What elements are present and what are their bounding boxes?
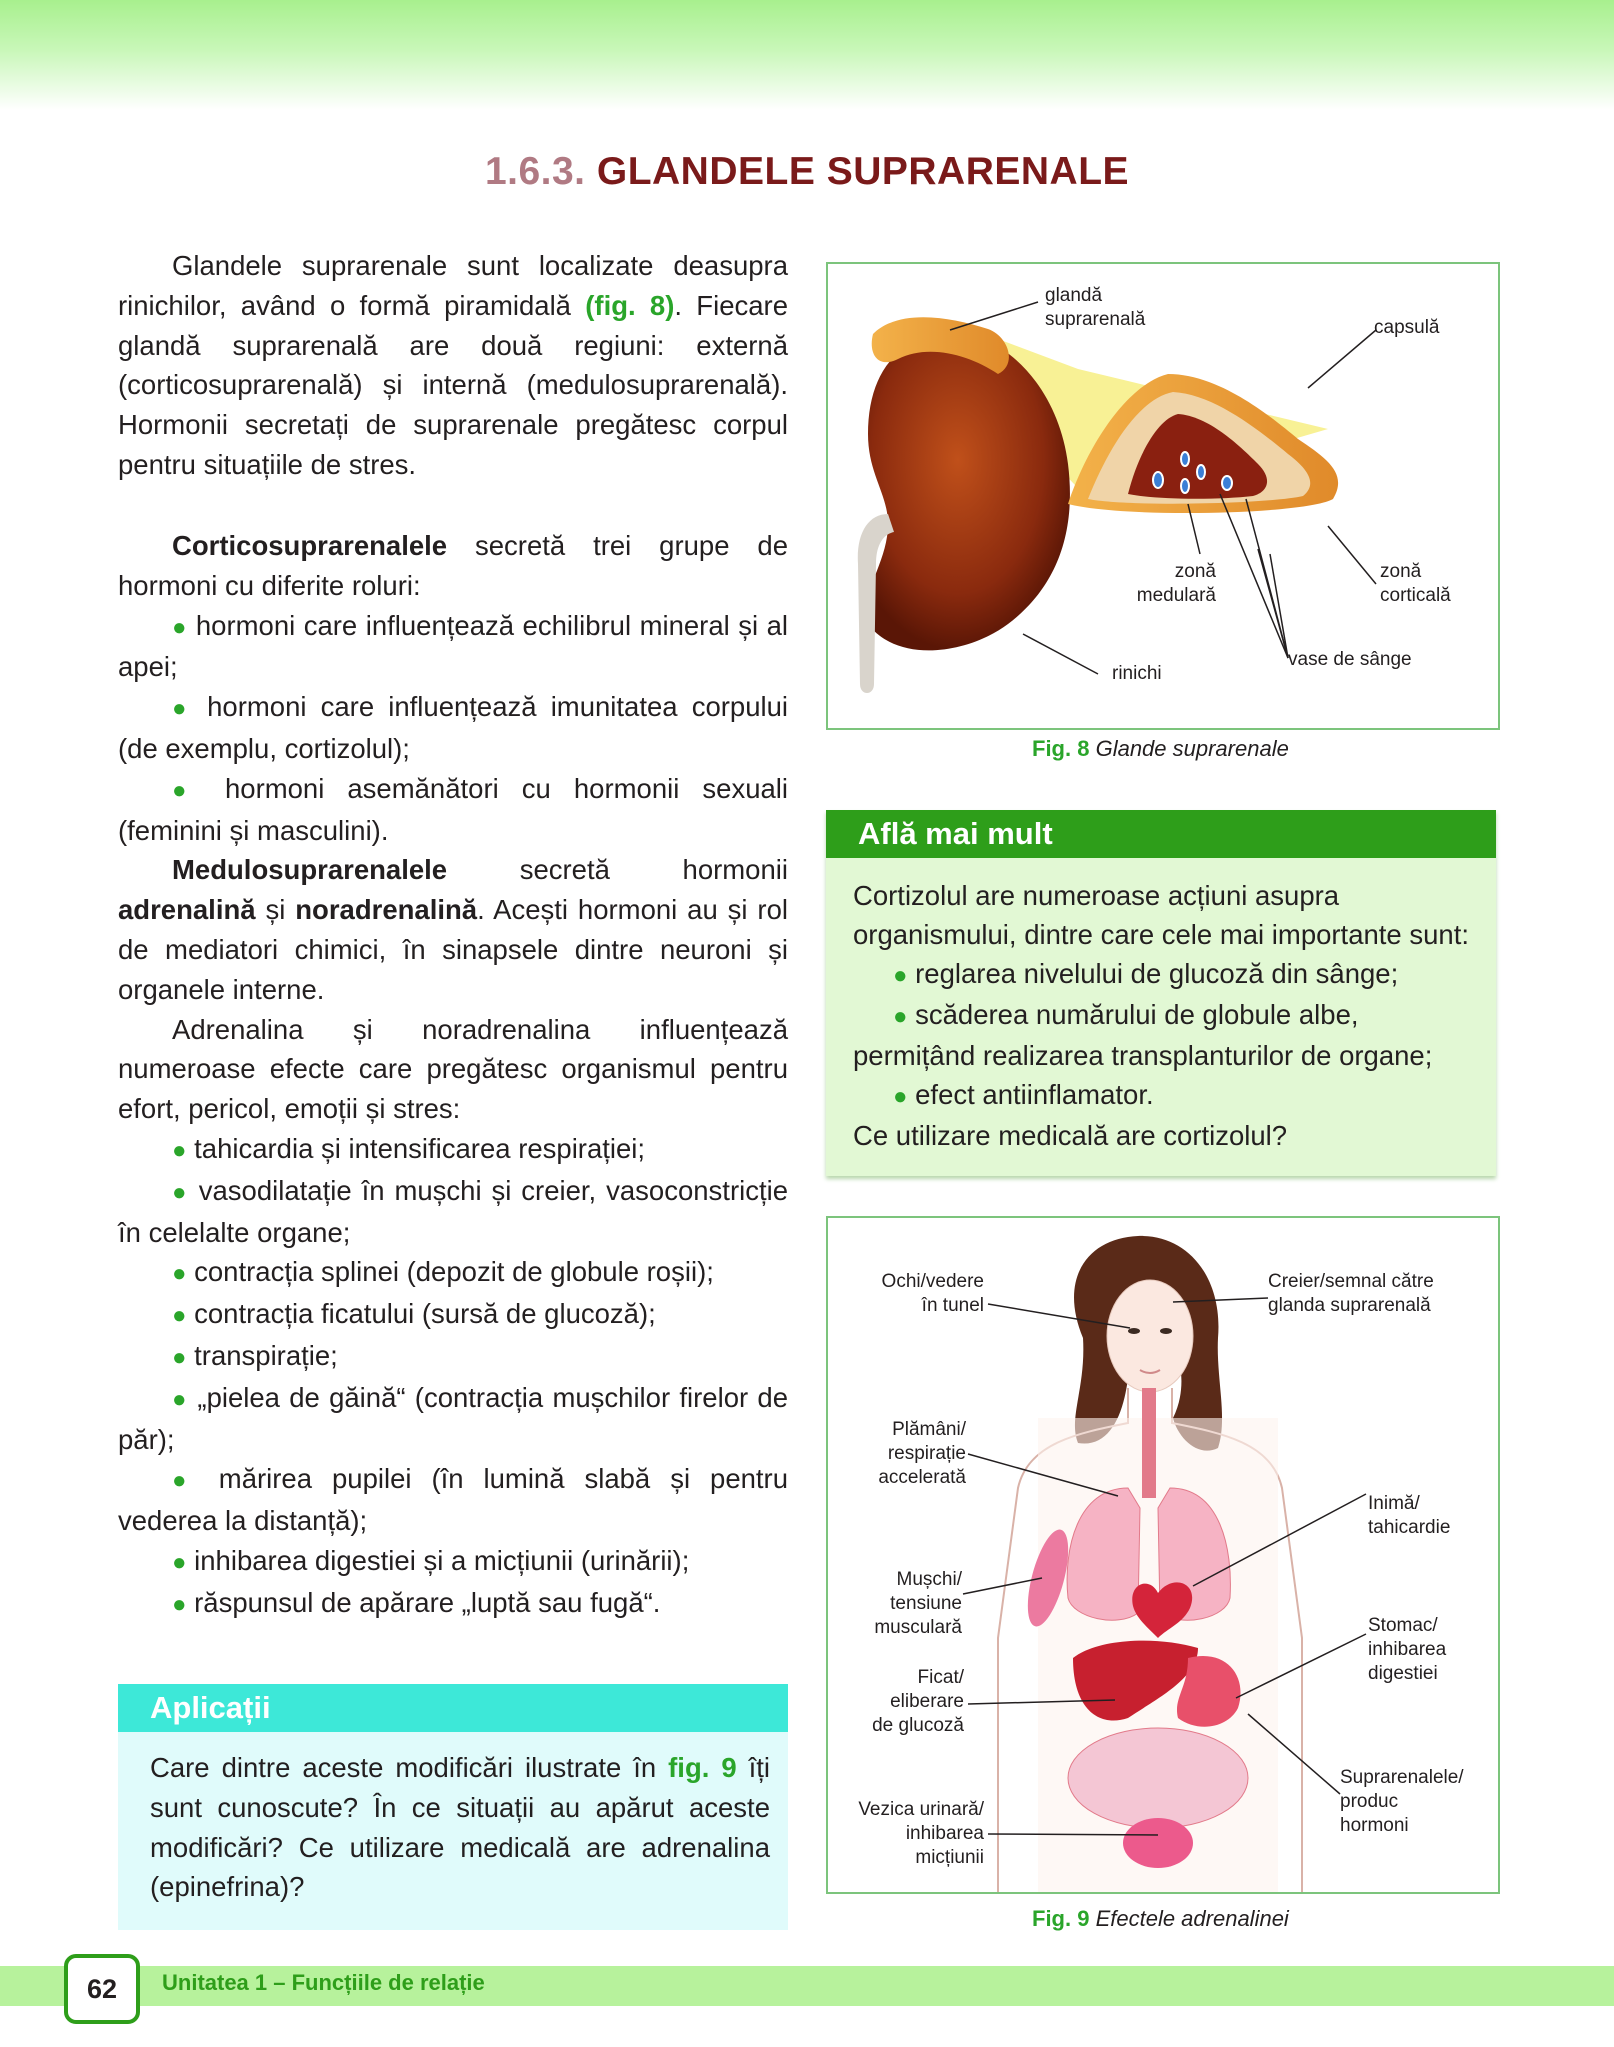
- fig8-illustration: [826, 262, 1500, 730]
- page-title: [0, 150, 1614, 194]
- label-lungs: Plămâni/ respirație accelerată: [878, 1419, 966, 1488]
- label-muscle: Mușchi/ tensiune musculară: [874, 1569, 962, 1638]
- list-item: ● hormoni care influențează echilibrul mineral și al apei;: [118, 609, 789, 683]
- fig9-caption-num: Fig. 9: [1032, 1906, 1090, 1931]
- list-item: ● „pielea de găină“ (contracția mușchilor firelor de păr);: [118, 1381, 788, 1455]
- list-item: ● hormoni asemănători cu hormonii sexuali (feminini și masculini).: [118, 772, 789, 846]
- cortico-section: [118, 526, 788, 1625]
- list-item: ● inhibarea digestiei și a micțiunii (urinării);: [172, 1544, 690, 1576]
- aplicatii-box: [118, 1684, 788, 1930]
- aplicatii-heading: Aplicații: [150, 1690, 271, 1725]
- label-brain: Creier/semnal către glanda suprarenală: [1268, 1271, 1434, 1316]
- section-number: 1.6.3.: [484, 150, 586, 193]
- aplicatii-text: Care dintre aceste modificări ilustrate în fig. 9 îți sunt cunoscute? În ce situații au apărut aceste modificări? Ce utilizare medicală are adrenalina (epinefrina)?: [150, 1752, 771, 1903]
- section-title: GLANDELE SUPRARENALE: [596, 150, 1130, 193]
- label-kidney: rinichi: [1112, 663, 1162, 684]
- fig8-caption-text: Glande suprarenale: [1095, 736, 1289, 761]
- list-item: ● tahicardia și intensificarea respirației;: [172, 1132, 646, 1164]
- list-item: ● hormoni care influențează imunitatea corpului (de exemplu, cortizolul);: [118, 691, 789, 764]
- label-eyes: Ochi/vedere în tunel: [881, 1271, 984, 1316]
- afla-question: Ce utilizare medicală are cortizolul?: [853, 1120, 1288, 1151]
- effects-intro: Adrenalina și noradrenalina influențează numeroase efecte care pregătesc organismul pentru efort, pericol, emoții și stres:: [118, 1013, 788, 1125]
- hormone-noradrenaline: noradrenalină: [295, 894, 478, 926]
- hormone-adrenaline: adrenalină: [118, 894, 256, 926]
- label-bladder: Vezica urinară/ inhibarea micțiunii: [858, 1799, 984, 1868]
- medulo-term: Medulosuprarenalele: [172, 854, 448, 886]
- label-adrenals: Suprarenalele/ produc hormoni: [1340, 1767, 1464, 1836]
- fig9-caption-text: Efectele adrenalinei: [1095, 1906, 1289, 1931]
- list-item: ● contracția splinei (depozit de globule roșii);: [172, 1256, 714, 1288]
- cortico-text: secretă trei grupe de hormoni cu diferite roluri:: [118, 530, 788, 601]
- list-item: ● scăderea numărului de globule albe, permițând realizarea transplanturilor de organe;: [853, 999, 1433, 1071]
- intro-text-a: Glandele suprarenale sunt localizate deasupra rinichilor, având o formă piramidală: [118, 250, 788, 321]
- fig9-illustration: [826, 1216, 1500, 1894]
- afla-intro: Cortizolul are numeroase acțiuni asupra organismului, dintre care cele mai importante sunt:: [853, 880, 1469, 950]
- fig9-ref: fig. 9: [668, 1752, 737, 1783]
- label-cortex: zonă corticală: [1380, 561, 1451, 606]
- cortico-term: Corticosuprarenalele: [172, 530, 448, 561]
- label-heart: Inimă/ tahicardie: [1368, 1493, 1451, 1538]
- list-item: ● vasodilatație în mușchi și creier, vasoconstricție în celelalte organe;: [118, 1174, 789, 1248]
- footer-unit: Unitatea 1 – Funcțiile de relație: [162, 1970, 485, 1995]
- fig8-caption: [1032, 736, 1289, 762]
- label-stomach: Stomac/ inhibarea digestiei: [1368, 1615, 1447, 1684]
- label-vessels: vase de sânge: [1288, 649, 1412, 670]
- label-capsule: capsulă: [1374, 317, 1440, 338]
- afla-mai-mult-box: [826, 810, 1496, 1176]
- afla-text: [853, 876, 1481, 1155]
- fig8-ref: (fig. 8): [585, 289, 675, 321]
- list-item: ● răspunsul de apărare „luptă sau fugă“.: [172, 1586, 661, 1618]
- label-medulla: zonă medulară: [1136, 561, 1216, 606]
- fig9-caption: [1032, 1906, 1289, 1932]
- intro-paragraph: [118, 246, 788, 485]
- list-item: ● contracția ficatului (sursă de glucoză);: [172, 1298, 656, 1330]
- aplicatii-header: [118, 1684, 788, 1732]
- label-gland: glandă suprarenală: [1045, 285, 1146, 330]
- list-item: ● efect antiinflamator.: [893, 1079, 1154, 1110]
- list-item: ● reglarea nivelului de glucoză din sânge;: [893, 958, 1399, 989]
- intro-text-b: . Fiecare glandă suprarenală are două regiuni: externă (corticosuprarenală) și internă (medulosuprarenală). Hormonii secretați de suprarenale pregătesc corpul pentru situațiile de stres.: [118, 289, 789, 480]
- afla-heading: Află mai mult: [858, 816, 1053, 851]
- list-item: ● transpirație;: [172, 1339, 338, 1371]
- page-number: 62: [64, 1954, 140, 2024]
- list-item: ● mărirea pupilei (în lumină slabă și pentru vederea la distanță);: [118, 1463, 788, 1537]
- fig8-caption-num: Fig. 8: [1032, 736, 1090, 761]
- label-liver: Ficat/ eliberare de glucoză: [872, 1667, 964, 1736]
- top-band: [0, 0, 1614, 110]
- medulo-paragraph: Medulosuprarenalele secretă hormonii adrenalină și noradrenalină. Acești hormoni au și rol de mediatori chimici, în sinapsele dintre neuroni și organele interne.: [118, 854, 788, 1005]
- afla-header: [826, 810, 1496, 858]
